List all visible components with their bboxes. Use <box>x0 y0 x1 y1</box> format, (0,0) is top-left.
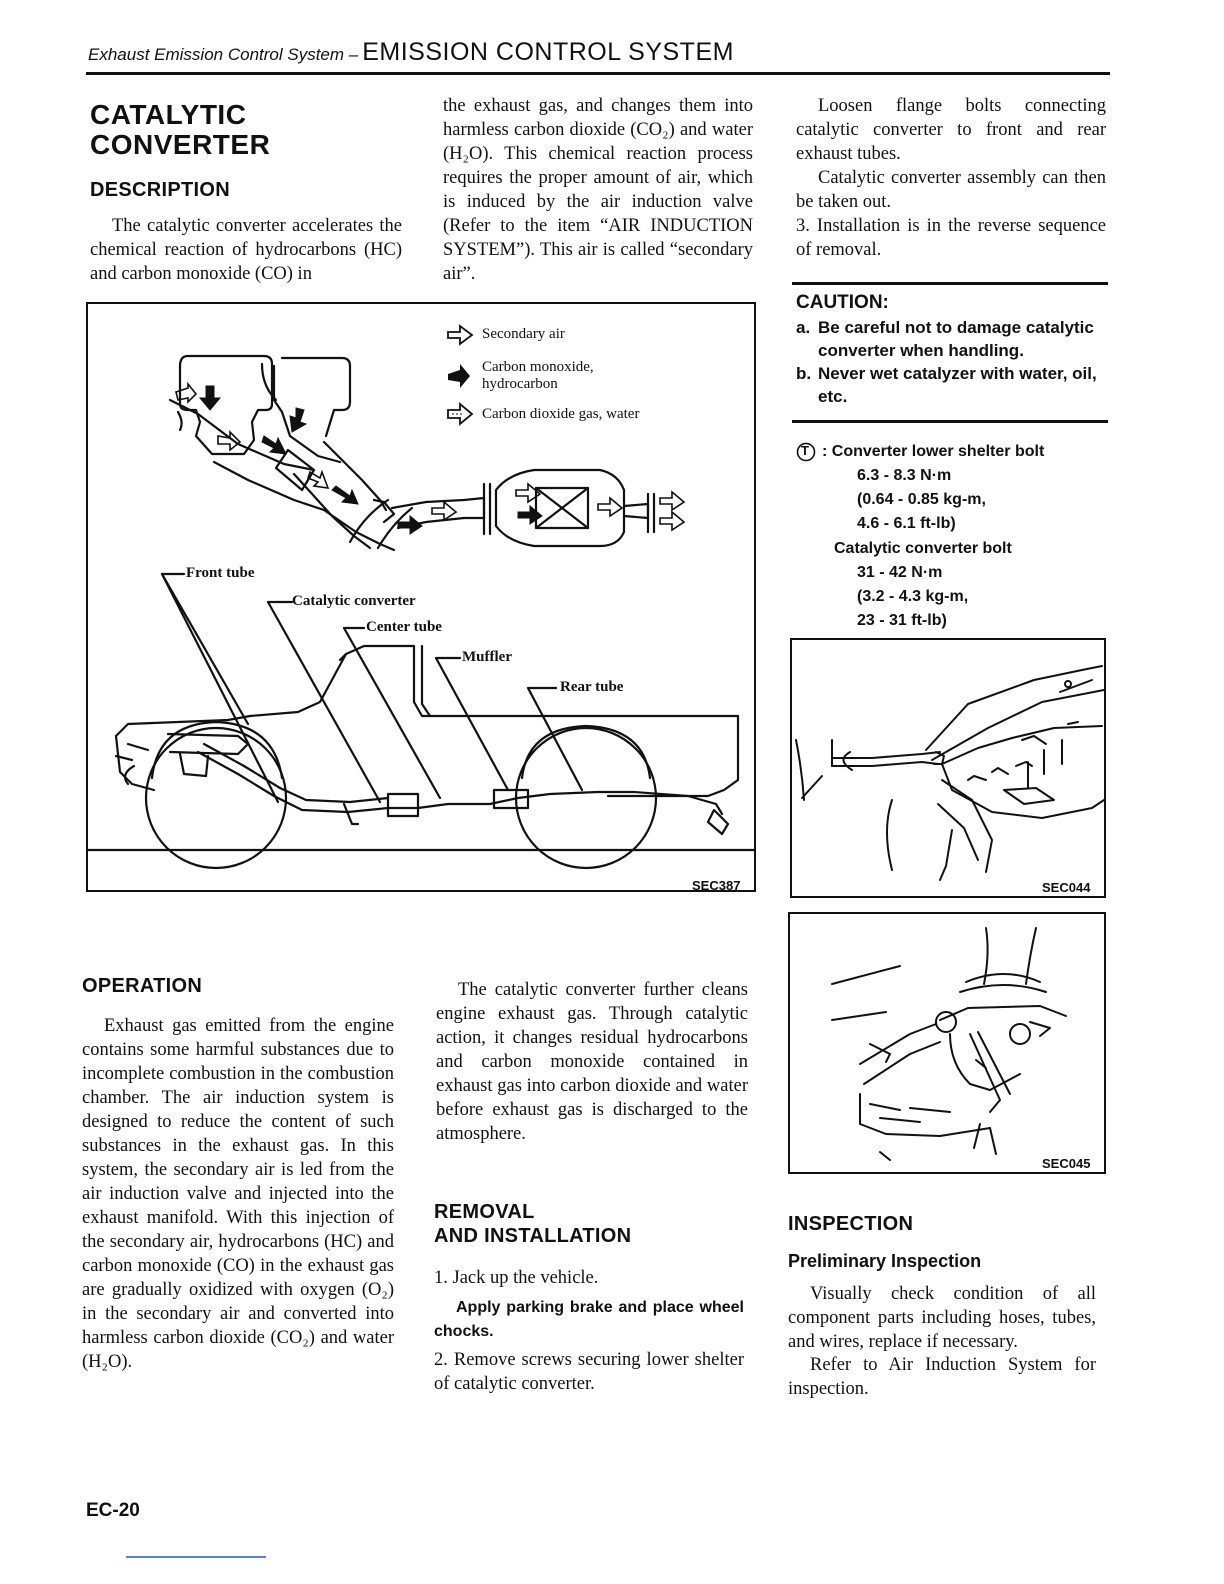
removal-step-1-note: Apply parking brake and place wheel chocks. <box>434 1299 744 1340</box>
description-text-col2: the exhaust gas, and changes them into harmless carbon dioxide (CO₂) and water (H₂O). This chemical reaction process requires the proper amount of air, which is induced by the air induction valve (Refer to the item “AIR INDUCTION SYSTEM”). This air is called “secondary air”. <box>443 96 753 284</box>
header-rule <box>86 72 1110 75</box>
legend-co-hc-line1: Carbon monoxide, <box>482 359 594 375</box>
torque-symbol: T <box>801 443 809 458</box>
main-title <box>90 100 270 160</box>
inspection-paragraph-2: Refer to Air Induction System for inspection. <box>788 1355 1096 1399</box>
operation-heading: OPERATION <box>82 975 203 997</box>
torque-value-1-nm: 6.3 - 8.3 N·m <box>857 467 952 484</box>
exhaust-system-diagram <box>88 304 754 890</box>
caution-item-b-text: Never wet catalyzer with water, oil, etc. <box>818 364 1097 406</box>
operation-paragraph-2: The catalytic converter further cleans engine exhaust gas. Through catalytic action, it changes residual hydrocarbons and carbon monoxide contained in exhaust gas into carbon dioxide and water before exhaust gas is discharged to the atmosphere. <box>436 980 748 1144</box>
shelter-removal-illustration <box>792 640 1104 896</box>
section-italic-title: Exhaust Emission Control System – <box>88 45 359 64</box>
caution-item-a-marker: a. <box>796 318 811 337</box>
removal-heading-line1: REMOVAL <box>434 1201 535 1223</box>
caution-item-b <box>796 362 1108 408</box>
preliminary-inspection-heading: Preliminary Inspection <box>788 1251 982 1271</box>
legend-co2-water: Carbon dioxide gas, water <box>482 406 640 422</box>
torque-label-2: Catalytic converter bolt <box>834 540 1012 557</box>
removal-heading-line2: AND INSTALLATION <box>434 1225 632 1247</box>
torque-icon <box>796 442 816 462</box>
label-muffler: Muffler <box>462 649 512 665</box>
torque-value-2-nm: 31 - 42 N·m <box>857 564 943 581</box>
torque-value-1-ftlb: 4.6 - 6.1 ft-lb) <box>857 515 956 532</box>
footer-link-line <box>126 1556 266 1558</box>
loosen-flange-text: Loosen flange bolts connecting catalytic converter to front and rear exhaust tubes. <box>796 96 1106 164</box>
torque-value-2-ftlb: 23 - 31 ft-lb) <box>857 612 947 629</box>
caution-heading: CAUTION: <box>796 292 889 313</box>
description-text-col1: The catalytic converter accelerates the chemical reaction of hydrocarbons (HC) and carbon monoxide (CO) in <box>90 216 402 284</box>
running-header <box>88 38 734 67</box>
label-front-tube: Front tube <box>186 565 255 581</box>
inspection-paragraph-1: Visually check condition of all component parts including hoses, tubes, and wires, replace if necessary. <box>788 1284 1096 1352</box>
operation-paragraph-1: Exhaust gas emitted from the engine contains some harmful substances due to incomplete combustion in the combustion chamber. The air induction system is designed to reduce the content of such substances in the exhaust gas. In this system, the secondary air is led from the air induction valve and injected into the exhaust manifold. With this injection of the secondary air, hydrocarbons (HC) and carbon monoxide (CO) in the exhaust gas are gradually oxidized with oxygen (O₂) in the secondary air and converted into harmless carbon dioxide (CO₂) and water (H₂O). <box>82 1016 394 1372</box>
removal-step-1: 1. Jack up the vehicle. <box>434 1268 599 1288</box>
main-title-line2: CONVERTER <box>90 129 271 160</box>
caution-top-rule <box>792 282 1108 285</box>
removal-step-2: 2. Remove screws securing lower shelter of catalytic converter. <box>434 1350 744 1394</box>
label-center-tube: Center tube <box>366 619 442 635</box>
shelter-removal-figure <box>790 638 1106 898</box>
section-title: EMISSION CONTROL SYSTEM <box>362 38 734 66</box>
inspection-heading: INSPECTION <box>788 1213 914 1235</box>
label-rear-tube: Rear tube <box>560 679 624 695</box>
torque-value-2-kgm: (3.2 - 4.3 kg-m, <box>857 588 969 605</box>
removal-heading <box>434 1200 631 1248</box>
figure-code-sec045: SEC045 <box>1042 1156 1091 1171</box>
torque-value-1-kgm: (0.64 - 0.85 kg-m, <box>857 491 986 508</box>
converter-bolt-illustration <box>790 914 1104 1172</box>
caution-bottom-rule <box>792 420 1108 423</box>
converter-bolt-figure <box>788 912 1106 1174</box>
torque-label-1: : Converter lower shelter bolt <box>822 443 1045 460</box>
page-number: EC-20 <box>86 1500 140 1521</box>
figure-code-sec387: SEC387 <box>692 878 741 893</box>
caution-item-b-marker: b. <box>796 364 812 383</box>
exhaust-system-figure <box>86 302 756 892</box>
description-heading: DESCRIPTION <box>90 179 230 201</box>
step-3-text: 3. Installation is in the reverse sequence of removal. <box>796 216 1106 260</box>
label-catalytic-converter: Catalytic converter <box>292 593 416 609</box>
caution-item-a <box>796 316 1108 362</box>
caution-block <box>796 291 1108 408</box>
main-title-line1: CATALYTIC <box>90 99 247 130</box>
legend-co-hc <box>482 359 594 393</box>
legend-co-hc-line2: hydrocarbon <box>482 376 558 392</box>
legend-secondary-air: Secondary air <box>482 326 565 342</box>
figure-code-sec044: SEC044 <box>1042 880 1091 895</box>
assembly-removal-text: Catalytic converter assembly can then be taken out. <box>796 168 1106 212</box>
caution-item-a-text: Be careful not to damage catalytic converter when handling. <box>818 318 1094 360</box>
